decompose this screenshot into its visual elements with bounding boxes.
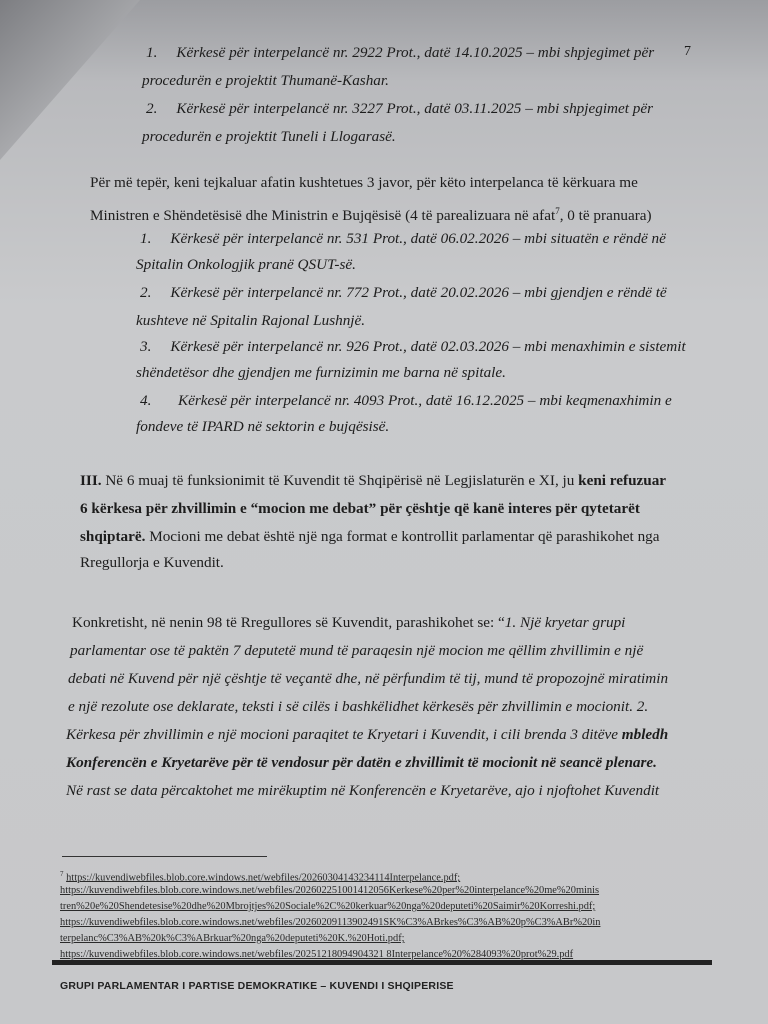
list-b-item-4: 4. Kërkesë për interpelancë nr. 4093 Prot., datë 16.12.2025 – mbi keqmenaxhimin e bbox=[140, 392, 672, 409]
list-b-item-2-cont: kushteve në Spitalin Rajonal Lushnjë. bbox=[136, 312, 366, 329]
paragraph-article-98-l6: Konferencën e Kryetarëve për të vendosur për datën e zhvillimit të mocionit në seancë plenare. bbox=[66, 754, 657, 771]
footnote-line-6[interactable]: https://kuvendiwebfiles.blob.core.windows.net/webfiles/20251218094904321 8Interpelance%20%284093%20prot%29.pdf bbox=[60, 949, 574, 960]
section-iii-line-3: shqiptarë. Mocioni me debat është një nga format e kontrollit parlamentar që parashikohet nga bbox=[80, 528, 660, 545]
list-b-item-3: 3. Kërkesë për interpelancë nr. 926 Prot., datë 02.03.2026 – mbi menaxhimin e sistemit bbox=[140, 338, 686, 355]
list-b-item-4-cont: fondeve të IPARD në sektorin e bujqësisë. bbox=[136, 418, 390, 435]
list-b-item-2: 2. Kërkesë për interpelancë nr. 772 Prot., datë 20.02.2026 – mbi gjendjen e rëndë të bbox=[140, 284, 667, 301]
list-a-item-2-cont: procedurën e projektit Tuneli i Llogarasë. bbox=[142, 128, 396, 145]
paragraph-article-98-l7: Në rast se data përcaktohet me mirëkuptim në Konferencën e Kryetarëve, ajo i njoftohet Kuvendit bbox=[66, 782, 660, 799]
footnote-line-4[interactable]: https://kuvendiwebfiles.blob.core.windows.net/webfiles/20260209113902491SK%C3%ABrkes%C3%AB%20p%C3%ABr%20in bbox=[60, 917, 601, 928]
page-number: 7 bbox=[684, 44, 691, 59]
footnote-line-3[interactable]: tren%20e%20Shendetesise%20dhe%20Mbrojtjes%20Sociale%2C%20kerkuar%20nga%20deputeti%20Saimir%20Korreshi.pdf; bbox=[60, 901, 596, 912]
list-b-item-1: 1. Kërkesë për interpelancë nr. 531 Prot., datë 06.02.2026 – mbi situatën e rëndë në bbox=[140, 230, 666, 247]
section-iii-line-4: Rregullorja e Kuvendit. bbox=[80, 554, 224, 571]
paragraph-deadline-cont: Ministren e Shëndetësisë dhe Ministrin e Bujqësisë (4 të parealizuara në afat$^7$, 0 të pranuara) bbox=[90, 206, 652, 225]
footnote-line-5[interactable]: terpelanc%C3%AB%20k%C3%ABrkuar%20nga%20deputeti%20K.%20Hoti.pdf; bbox=[60, 933, 405, 944]
paragraph-article-98-l5: Kërkesa për zhvillimin e një mocioni paraqitet te Kryetari i Kuvendit, i cili brenda 3 ditëve mbledh bbox=[66, 726, 669, 743]
footer-text: GRUPI PARLAMENTAR I PARTISE DEMOKRATIKE – KUVENDI I SHQIPERISE bbox=[60, 980, 454, 992]
paragraph-article-98-l3: debati në Kuvend për një çështje të veçantë dhe, në përfundim të tij, mund të propozojnë miratimin bbox=[68, 670, 669, 687]
list-a-item-2: 2. Kërkesë për interpelancë nr. 3227 Prot., datë 03.11.2025 – mbi shpjegimet për bbox=[146, 100, 654, 117]
list-b-item-1-cont: Spitalin Onkologjik pranë QSUT-së. bbox=[136, 256, 356, 273]
footnote-ref[interactable]: 7 bbox=[555, 206, 560, 216]
section-iii-line-1: III. Në 6 muaj të funksionimit të Kuvendit të Shqipërisë në Legjislaturën e XI, ju keni refuzuar bbox=[80, 472, 667, 489]
list-a-item-1-cont: procedurën e projektit Thumanë-Kashar. bbox=[142, 72, 389, 89]
section-iii-line-2: 6 kërkesa për zhvillimin e “mocion me debat” për çështje që kanë interes për qytetarët bbox=[80, 500, 640, 517]
footer-divider bbox=[52, 960, 712, 965]
list-b-item-3-cont: shëndetësor dhe gjendjen me furnizimin me barna në spitale. bbox=[136, 364, 506, 381]
list-a-item-1: 1. Kërkesë për interpelancë nr. 2922 Prot., datë 14.10.2025 – mbi shpjegimet për bbox=[146, 44, 655, 61]
footnote-line-2[interactable]: https://kuvendiwebfiles.blob.core.windows.net/webfiles/202602251001412056Kerkese%20per%20interpelance%20me%20minis bbox=[60, 885, 600, 896]
footnote-divider bbox=[62, 856, 267, 857]
paragraph-article-98-l4: e një rezolute ose deklarate, teksti i së cilës i bashkëlidhet kërkesës për zhvillimin e mocionit. 2. bbox=[68, 698, 649, 715]
paragraph-deadline: Për më tepër, keni tejkaluar afatin kushtetues 3 javor, për këto interpelanca të kërkuara me bbox=[90, 174, 638, 191]
paragraph-article-98: Konkretisht, në nenin 98 të Rregullores së Kuvendit, parashikohet se: “1. Një kryetar grupi bbox=[72, 614, 626, 631]
paragraph-article-98-l2: parlamentar ose të paktën 7 deputetë mund të paraqesin një mocion me qëllim zhvillimin e një bbox=[70, 642, 644, 659]
footnote-line-1[interactable]: $^7$ https://kuvendiwebfiles.blob.core.windows.net/webfiles/20260304143234114Interpelance.pdf; bbox=[60, 870, 461, 884]
